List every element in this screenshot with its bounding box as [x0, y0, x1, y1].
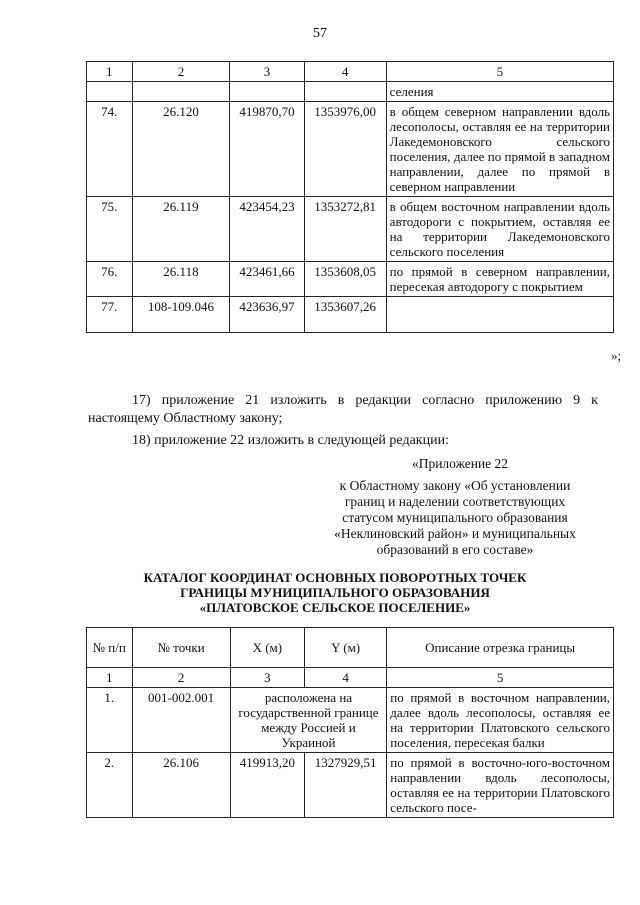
appendix-title: «Приложение 22	[411, 456, 509, 471]
table-row	[87, 102, 614, 197]
catalog-title-line: ГРАНИЦЫ МУНИЦИПАЛЬНОГО ОБРАЗОВАНИЯ	[180, 585, 490, 600]
column-header-description: Описание отрезка границы	[387, 628, 614, 668]
column-number: 5	[387, 668, 614, 688]
y-coordinate: 1353976,00	[304, 102, 386, 197]
column-number: 4	[305, 668, 387, 688]
header-cell: 2	[132, 62, 230, 82]
page-number: 57	[313, 26, 327, 41]
header-cell: 4	[304, 62, 386, 82]
row-number: 74.	[87, 102, 133, 197]
paragraph-18: 18) приложение 22 изложить в следующей редакции:	[132, 433, 449, 448]
y-coordinate: 1353607,26	[304, 297, 386, 333]
column-header-number: № п/п	[87, 628, 133, 668]
table-row	[87, 688, 614, 753]
segment-description: по прямой в восточном направлении, далее вдоль лесополосы, оставляя ее на территории Платовского сельского поселения, пересекая балки	[387, 688, 614, 753]
y-coordinate: 1353608,05	[304, 262, 386, 297]
closing-quote-mark: »;	[611, 348, 622, 363]
segment-description	[386, 297, 613, 333]
table-row	[87, 753, 614, 818]
header-cell: 3	[230, 62, 304, 82]
segment-description: в общем восточном направлении вдоль автодороги с покрытием, оставляя ее на территории Лакедемоновского сельского поселения	[386, 197, 613, 262]
location-note: расположена на государственной границе между Россией и Украиной	[230, 688, 387, 753]
point-id: 108-109.046	[132, 297, 230, 333]
table-row	[87, 82, 614, 102]
y-coordinate: 1327929,51	[305, 753, 387, 818]
x-coordinate: 423636,97	[230, 297, 304, 333]
column-number: 2	[132, 668, 230, 688]
point-id: 001-002.001	[132, 688, 230, 753]
table-row	[87, 297, 614, 333]
appendix-line: границ и наделении соответствующих	[344, 494, 566, 509]
boundary-table-continued	[86, 61, 614, 333]
point-id: 26.118	[132, 262, 230, 297]
row-number: 76.	[87, 262, 133, 297]
x-coordinate: 423461,66	[230, 262, 304, 297]
header-cell: 1	[87, 62, 133, 82]
row-number: 1.	[87, 688, 133, 753]
y-coordinate: 1353272,81	[304, 197, 386, 262]
table-header-row	[87, 628, 614, 668]
table-header-row	[87, 62, 614, 82]
point-id: 26.119	[132, 197, 230, 262]
column-header-point: № точки	[132, 628, 230, 668]
table-row	[87, 262, 614, 297]
appendix-line: «Неклиновский район» и муниципальных	[334, 526, 576, 541]
row-number: 77.	[87, 297, 133, 333]
x-coordinate: 423454,23	[230, 197, 304, 262]
table-row	[87, 197, 614, 262]
row-number: 2.	[87, 753, 133, 818]
continuation-text: селения	[386, 82, 613, 102]
appendix-line: статусом муниципального образования	[342, 510, 568, 525]
x-coordinate: 419913,20	[230, 753, 304, 818]
column-header-x: X (м)	[230, 628, 304, 668]
segment-description: в общем северном направлении вдоль лесополосы, оставляя ее на территории Лакедемоновского сельского поселения, далее по прямой в западном направлении, далее по прямой в северном направлении	[386, 102, 613, 197]
column-number: 3	[230, 668, 304, 688]
appendix-line: образований в его составе»	[376, 542, 534, 557]
coordinates-catalog-table	[86, 627, 614, 818]
point-id: 26.120	[132, 102, 230, 197]
header-cell: 5	[386, 62, 613, 82]
column-header-y: Y (м)	[305, 628, 387, 668]
catalog-title-line: КАТАЛОГ КООРДИНАТ ОСНОВНЫХ ПОВОРОТНЫХ ТОЧЕК	[143, 570, 527, 585]
column-numbers-row	[87, 668, 614, 688]
row-number: 75.	[87, 197, 133, 262]
catalog-title	[120, 570, 550, 615]
x-coordinate: 419870,70	[230, 102, 304, 197]
segment-description: по прямой в северном направлении, пересекая автодорогу с покрытием	[386, 262, 613, 297]
appendix-line: к Областному закону «Об установлении	[339, 478, 571, 493]
segment-description: по прямой в восточно-юго-восточном направлении вдоль лесополосы, оставляя ее на территории Платовского сельского посе-	[387, 753, 614, 818]
appendix-caption	[310, 478, 600, 558]
point-id: 26.106	[132, 753, 230, 818]
column-number: 1	[87, 668, 133, 688]
paragraph-17: 17) приложение 21 изложить в редакции согласно приложению 9 к настоящему Областному закону;	[88, 393, 598, 426]
catalog-title-line: «ПЛАТОВСКОЕ СЕЛЬСКОЕ ПОСЕЛЕНИЕ»	[199, 600, 471, 615]
